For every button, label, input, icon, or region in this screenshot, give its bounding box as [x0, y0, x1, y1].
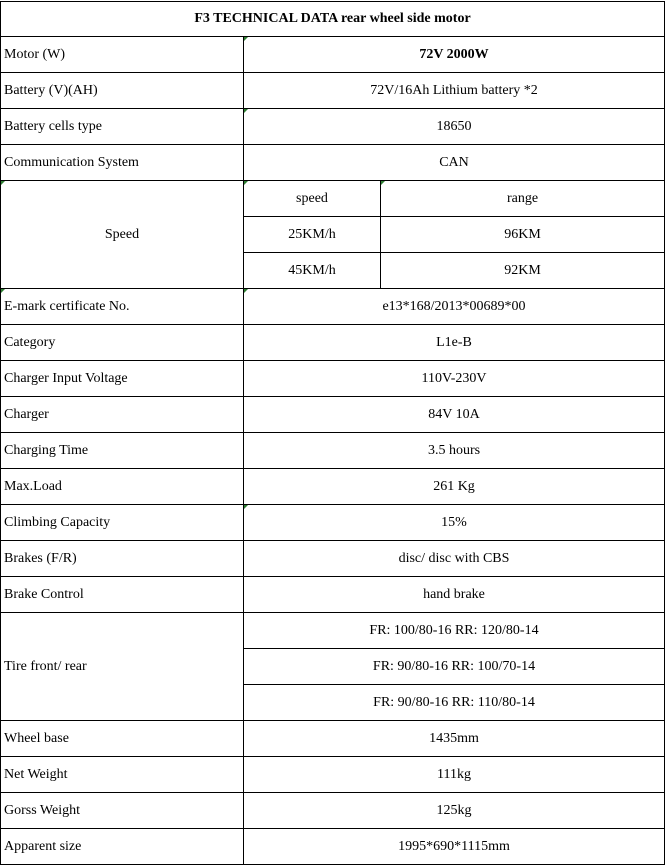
row-label: E-mark certificate No.	[1, 289, 244, 325]
row-value: e13*168/2013*00689*00	[244, 289, 665, 325]
tire-option: FR: 90/80-16 RR: 110/80-14	[244, 685, 665, 721]
row-value: 84V 10A	[244, 397, 665, 433]
range-value: 92KM	[381, 253, 665, 289]
row-label: Brake Control	[1, 577, 244, 613]
table-row	[1, 613, 665, 649]
table-row	[1, 397, 665, 433]
table-row	[1, 289, 665, 325]
row-label: Gorss Weight	[1, 793, 244, 829]
tire-label: Tire front/ rear	[1, 613, 244, 721]
table-row	[1, 109, 665, 145]
table-row	[1, 73, 665, 109]
table-row	[1, 757, 665, 793]
row-label: Brakes (F/R)	[1, 541, 244, 577]
table-row	[1, 829, 665, 865]
technical-data-table	[0, 1, 665, 865]
tire-option: FR: 90/80-16 RR: 100/70-14	[244, 649, 665, 685]
table-row	[1, 37, 665, 73]
row-value: 72V/16Ah Lithium battery *2	[244, 73, 665, 109]
row-label: Motor (W)	[1, 37, 244, 73]
row-label: Net Weight	[1, 757, 244, 793]
row-label: Battery (V)(AH)	[1, 73, 244, 109]
speed-label: Speed	[1, 181, 244, 289]
row-value: 18650	[244, 109, 665, 145]
row-label: Climbing Capacity	[1, 505, 244, 541]
row-label: Wheel base	[1, 721, 244, 757]
table-row	[1, 793, 665, 829]
row-value: CAN	[244, 145, 665, 181]
row-value: hand brake	[244, 577, 665, 613]
table-row	[1, 505, 665, 541]
table-row	[1, 181, 665, 217]
table-row	[1, 469, 665, 505]
row-value: 110V-230V	[244, 361, 665, 397]
row-label: Charging Time	[1, 433, 244, 469]
row-label: Apparent size	[1, 829, 244, 865]
row-value: disc/ disc with CBS	[244, 541, 665, 577]
table-row	[1, 361, 665, 397]
table-row	[1, 541, 665, 577]
speed-value: 25KM/h	[244, 217, 381, 253]
table-title: F3 TECHNICAL DATA rear wheel side motor	[1, 2, 665, 37]
table-row	[1, 721, 665, 757]
row-label: Charger	[1, 397, 244, 433]
row-value: 1995*690*1115mm	[244, 829, 665, 865]
row-value: 125kg	[244, 793, 665, 829]
row-value: 111kg	[244, 757, 665, 793]
table-row	[1, 325, 665, 361]
row-value: 3.5 hours	[244, 433, 665, 469]
row-label: Communication System	[1, 145, 244, 181]
row-value: L1e-B	[244, 325, 665, 361]
table-row	[1, 433, 665, 469]
range-value: 96KM	[381, 217, 665, 253]
row-label: Charger Input Voltage	[1, 361, 244, 397]
speed-col-header: speed	[244, 181, 381, 217]
table-row	[1, 577, 665, 613]
row-label: Category	[1, 325, 244, 361]
row-value: 72V 2000W	[244, 37, 665, 73]
row-value: 261 Kg	[244, 469, 665, 505]
table-row	[1, 145, 665, 181]
table-row	[1, 2, 665, 37]
row-value: 15%	[244, 505, 665, 541]
range-col-header: range	[381, 181, 665, 217]
row-value: 1435mm	[244, 721, 665, 757]
row-label: Max.Load	[1, 469, 244, 505]
speed-value: 45KM/h	[244, 253, 381, 289]
row-label: Battery cells type	[1, 109, 244, 145]
tire-option: FR: 100/80-16 RR: 120/80-14	[244, 613, 665, 649]
